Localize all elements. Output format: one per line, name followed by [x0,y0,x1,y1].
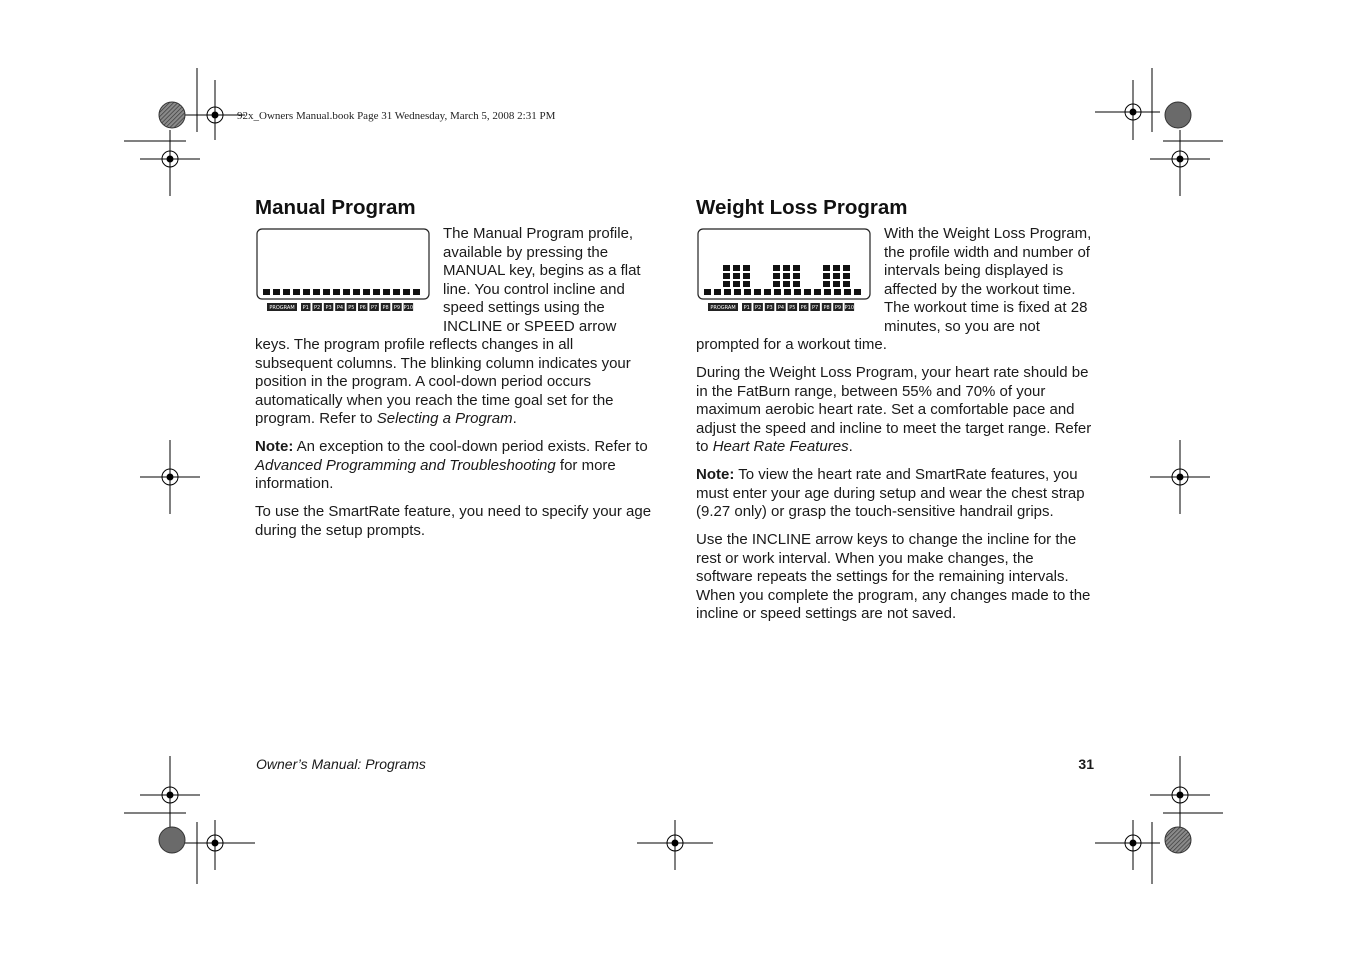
note-label: Note: [696,466,735,483]
lcd-frame [257,229,429,299]
footer-section-title: Owner’s Manual: Programs [256,756,426,772]
profile-key-label: P6 [359,305,366,311]
profile-segment [723,281,730,287]
profile-segment [743,273,750,279]
profile-key-label: P8 [382,305,389,311]
weight-paragraph-2: During the Weight Loss Program, your heart rate should be in the FatBurn range, between 55% and 70% of your maximum aerobic heart rate. Set a comfortable pace and adjust the speed and incline to meet the target range. Refer to Heart Rate Features. [696,364,1092,455]
manual-paragraph-1: The Manual Program profile, available by pressing the MANUAL key, begins as a flat line. You control incline and speed settings using the INCLINE or SPEED arrow keys. The program profile reflects changes in all subsequent columns. The blinking column indicates your position in the program. A cool-down period occurs automatically when you reach the time goal set for the program. Refer to Selecting a Program. [255,225,641,427]
profile-key-label: P4 [777,305,785,311]
advanced-programming-ref: Advanced Programming and Troubleshooting [255,456,556,474]
profile-key-label: P5 [348,305,355,311]
profile-key-label: P2 [755,305,762,311]
profile-segment [823,281,830,287]
manual-program-heading: Manual Program [255,196,416,219]
weight-paragraph-4: Use the INCLINE arrow keys to change the incline for the rest or work interval. When you make changes, the software repeats the settings for the remaining intervals. When you complete the program, any changes made to the incline or speed settings are not saved. [696,531,1091,622]
profile-segment [783,273,790,279]
profile-segment [773,281,780,287]
profile-segment [843,265,850,271]
print-slug: 92x_Owners Manual.book Page 31 Wednesday, March 5, 2008 2:31 PM [237,110,556,122]
profile-segment [313,289,320,295]
profile-segment [843,281,850,287]
program-key-label: PROGRAM [710,305,736,311]
profile-segment [814,289,821,295]
profile-segment [854,289,861,295]
profile-key-label: P6 [800,305,807,311]
profile-segment [373,289,380,295]
profile-segment [744,289,751,295]
profile-segment [283,289,290,295]
profile-segment [773,265,780,271]
profile-segment [834,289,841,295]
lcd-frame [698,229,870,299]
profile-key-label: P5 [789,305,796,311]
profile-segment [784,289,791,295]
profile-key-label: P4 [336,305,344,311]
profile-segment [323,289,330,295]
profile-key-label: P3 [325,305,332,311]
profile-segment [843,273,850,279]
profile-segment [363,289,370,295]
profile-segment [793,273,800,279]
profile-segment [724,289,731,295]
profile-key-label: P9 [834,305,842,311]
profile-key-label: P9 [393,305,401,311]
profile-segment [273,289,280,295]
profile-segment [263,289,270,295]
profile-key-label: P8 [823,305,830,311]
profile-segment [833,273,840,279]
profile-segment [793,265,800,271]
profile-segment [383,289,390,295]
profile-segment [774,289,781,295]
weight-loss-profile-display [696,227,872,315]
profile-segment [823,273,830,279]
profile-segment [733,273,740,279]
selecting-program-ref: Selecting a Program [376,410,513,427]
profile-key-label: P10 [403,305,414,311]
profile-segment [303,289,310,295]
profile-segment [403,289,410,295]
profile-segment [773,273,780,279]
manual-note: Note: An exception to the cool-down period exists. Refer to Advanced Programming and Troubleshooting for more information. [255,438,648,492]
page-number: 31 [1078,756,1094,772]
profile-segment [794,289,801,295]
profile-segment [733,265,740,271]
manual-program-section [255,225,652,550]
profile-segment [824,289,831,295]
weight-paragraph-1: With the Weight Loss Program, the profile width and number of intervals being displayed is affected by the workout time. The workout time is fixed at 28 minutes, so you are not prompted for a workout time. [696,225,1092,353]
profile-segment [733,281,740,287]
weight-loss-program-section [696,225,1093,633]
profile-key-label: P7 [812,305,819,311]
profile-key-label: P2 [314,305,321,311]
manual-profile-display [255,227,431,315]
profile-key-label: P10 [844,305,855,311]
profile-segment [764,289,771,295]
profile-segment [714,289,721,295]
profile-segment [734,289,741,295]
note-label: Note: [255,438,294,455]
profile-key-label: P1 [302,305,309,311]
heart-rate-features-ref: Heart Rate Features [712,438,849,455]
profile-segment [844,289,851,295]
profile-segment [704,289,711,295]
program-key-label: PROGRAM [269,305,295,311]
profile-segment [293,289,300,295]
profile-segment [413,289,420,295]
profile-segment [833,281,840,287]
profile-segment [833,265,840,271]
profile-segment [393,289,400,295]
profile-segment [353,289,360,295]
weight-note: Note: To view the heart rate and SmartRate features, you must enter your age during setup and wear the chest strap (9.27 only) or grasp the touch-sensitive handrail grips. [696,466,1085,520]
profile-key-label: P1 [743,305,750,311]
weight-loss-program-heading: Weight Loss Program [696,196,908,219]
profile-segment [804,289,811,295]
profile-segment [823,265,830,271]
profile-segment [333,289,340,295]
profile-segment [743,265,750,271]
profile-segment [743,281,750,287]
profile-segment [343,289,350,295]
manual-paragraph-3: To use the SmartRate feature, you need to specify your age during the setup prompts. [255,503,652,539]
profile-segment [783,265,790,271]
profile-segment [723,273,730,279]
profile-segment [783,281,790,287]
profile-segment [723,265,730,271]
profile-segment [793,281,800,287]
profile-segment [754,289,761,295]
profile-key-label: P7 [371,305,378,311]
profile-key-label: P3 [766,305,773,311]
